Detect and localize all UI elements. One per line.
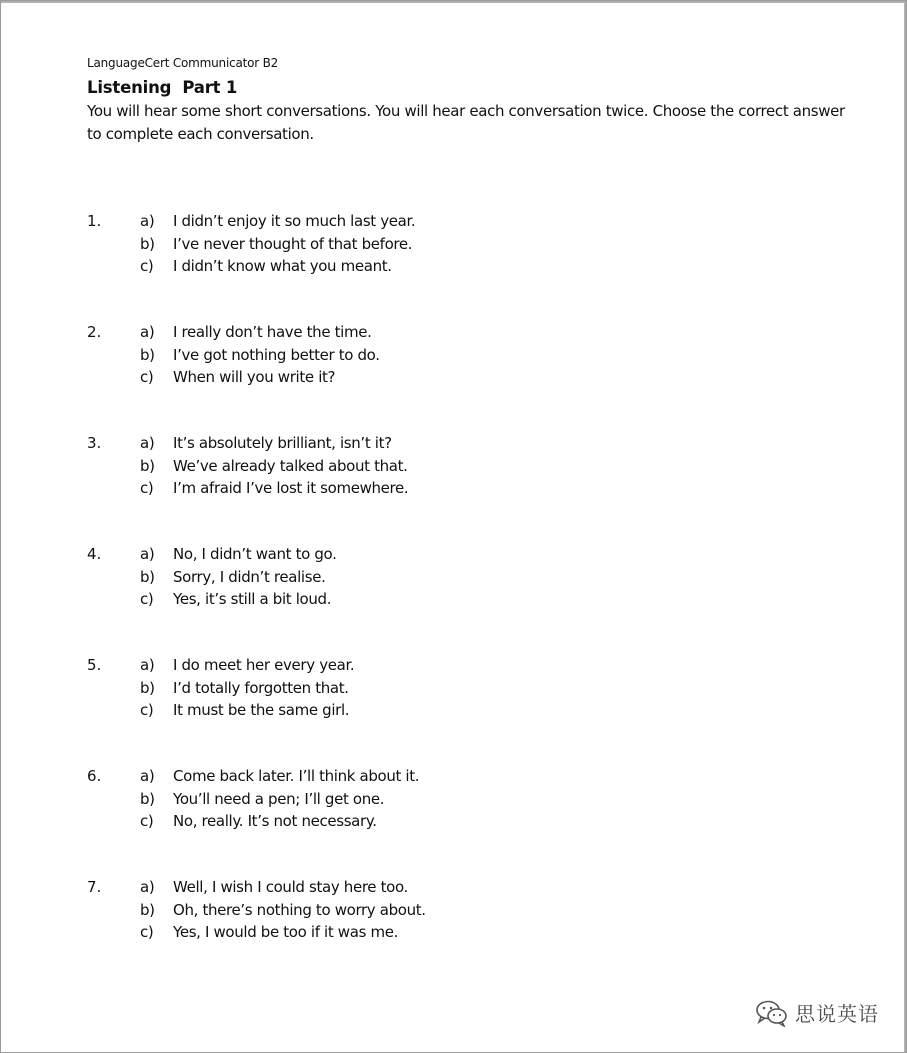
question-item bbox=[87, 321, 807, 432]
answer-options bbox=[140, 210, 415, 278]
answer-option bbox=[140, 588, 337, 611]
option-letter: b) bbox=[140, 234, 155, 253]
option-text: I do meet her every year. bbox=[173, 656, 355, 674]
option-letter: a) bbox=[140, 545, 155, 563]
option-letter: b) bbox=[140, 567, 155, 586]
option-letter: a) bbox=[140, 656, 155, 674]
option-letter: c) bbox=[140, 368, 154, 386]
answer-options bbox=[140, 543, 337, 611]
question-list bbox=[87, 210, 807, 987]
answer-option bbox=[140, 233, 415, 256]
option-letter: b) bbox=[140, 900, 155, 919]
option-letter: c) bbox=[140, 479, 154, 497]
option-letter: a) bbox=[140, 212, 155, 230]
option-letter: b) bbox=[140, 789, 155, 808]
question-number: 6. bbox=[87, 767, 102, 785]
question-item bbox=[87, 876, 807, 987]
answer-option bbox=[140, 654, 354, 677]
watermark-text: 思说英语 bbox=[795, 1002, 879, 1026]
answer-option bbox=[140, 543, 337, 566]
question-number: 3. bbox=[87, 434, 102, 452]
option-letter: c) bbox=[140, 590, 154, 608]
answer-option bbox=[140, 366, 380, 389]
option-text: It’s absolutely brilliant, isn’t it? bbox=[173, 434, 392, 452]
option-text: I’m afraid I’ve lost it somewhere. bbox=[173, 479, 409, 497]
answer-option bbox=[140, 455, 408, 478]
watermark bbox=[755, 998, 879, 1027]
answer-option bbox=[140, 699, 354, 722]
question-number: 4. bbox=[87, 545, 102, 563]
option-letter: b) bbox=[140, 345, 155, 364]
answer-option bbox=[140, 210, 415, 233]
question-item bbox=[87, 210, 807, 321]
answer-option bbox=[140, 432, 408, 455]
answer-option bbox=[140, 677, 354, 700]
option-letter: c) bbox=[140, 923, 154, 941]
answer-options bbox=[140, 765, 419, 833]
option-text: We’ve already talked about that. bbox=[173, 456, 408, 475]
answer-option bbox=[140, 321, 380, 344]
option-text: Well, I wish I could stay here too. bbox=[173, 878, 408, 896]
question-number: 7. bbox=[87, 878, 102, 896]
option-letter: b) bbox=[140, 678, 155, 697]
document-header bbox=[87, 56, 857, 146]
option-text: When will you write it? bbox=[173, 368, 336, 386]
question-number: 5. bbox=[87, 656, 102, 674]
wechat-icon bbox=[755, 999, 789, 1027]
option-letter: a) bbox=[140, 323, 155, 341]
answer-option bbox=[140, 566, 337, 589]
question-item bbox=[87, 654, 807, 765]
question-item bbox=[87, 765, 807, 876]
answer-option bbox=[140, 921, 426, 944]
question-number: 2. bbox=[87, 323, 102, 341]
answer-option bbox=[140, 788, 419, 811]
answer-options bbox=[140, 876, 426, 944]
option-text: No, really. It’s not necessary. bbox=[173, 812, 377, 830]
option-text: I’d totally forgotten that. bbox=[173, 678, 349, 697]
option-text: It must be the same girl. bbox=[173, 701, 350, 719]
option-letter: a) bbox=[140, 767, 155, 785]
answer-option bbox=[140, 255, 415, 278]
option-text: Come back later. I’ll think about it. bbox=[173, 767, 420, 785]
option-letter: a) bbox=[140, 878, 155, 896]
question-item bbox=[87, 432, 807, 543]
option-letter: c) bbox=[140, 812, 154, 830]
answer-options bbox=[140, 321, 380, 389]
section-title: Listening Part 1 bbox=[87, 78, 238, 97]
option-text: I really don’t have the time. bbox=[173, 323, 372, 341]
answer-option bbox=[140, 810, 419, 833]
answer-options bbox=[140, 654, 354, 722]
option-text: You’ll need a pen; I’ll get one. bbox=[173, 789, 385, 808]
question-number: 1. bbox=[87, 212, 102, 230]
option-letter: c) bbox=[140, 257, 154, 275]
option-letter: b) bbox=[140, 456, 155, 475]
answer-option bbox=[140, 765, 419, 788]
option-text: No, I didn’t want to go. bbox=[173, 545, 337, 563]
option-text: Yes, I would be too if it was me. bbox=[173, 923, 399, 941]
answer-option bbox=[140, 899, 426, 922]
option-text: Sorry, I didn’t realise. bbox=[173, 567, 326, 586]
option-text: Oh, there’s nothing to worry about. bbox=[173, 900, 426, 919]
option-text: I didn’t enjoy it so much last year. bbox=[173, 212, 416, 230]
answer-option bbox=[140, 344, 380, 367]
answer-option bbox=[140, 876, 426, 899]
instructions: You will hear some short conversations. You will hear each conversation twice. Choose the correct answer to complete each conversation. bbox=[87, 102, 845, 143]
answer-option bbox=[140, 477, 408, 500]
answer-options bbox=[140, 432, 408, 500]
option-letter: c) bbox=[140, 701, 154, 719]
option-text: I’ve never thought of that before. bbox=[173, 234, 413, 253]
exam-subtitle: LanguageCert Communicator B2 bbox=[87, 56, 279, 70]
option-text: I didn’t know what you meant. bbox=[173, 257, 392, 275]
option-letter: a) bbox=[140, 434, 155, 452]
question-item bbox=[87, 543, 807, 654]
option-text: Yes, it’s still a bit loud. bbox=[173, 590, 332, 608]
option-text: I’ve got nothing better to do. bbox=[173, 345, 380, 364]
